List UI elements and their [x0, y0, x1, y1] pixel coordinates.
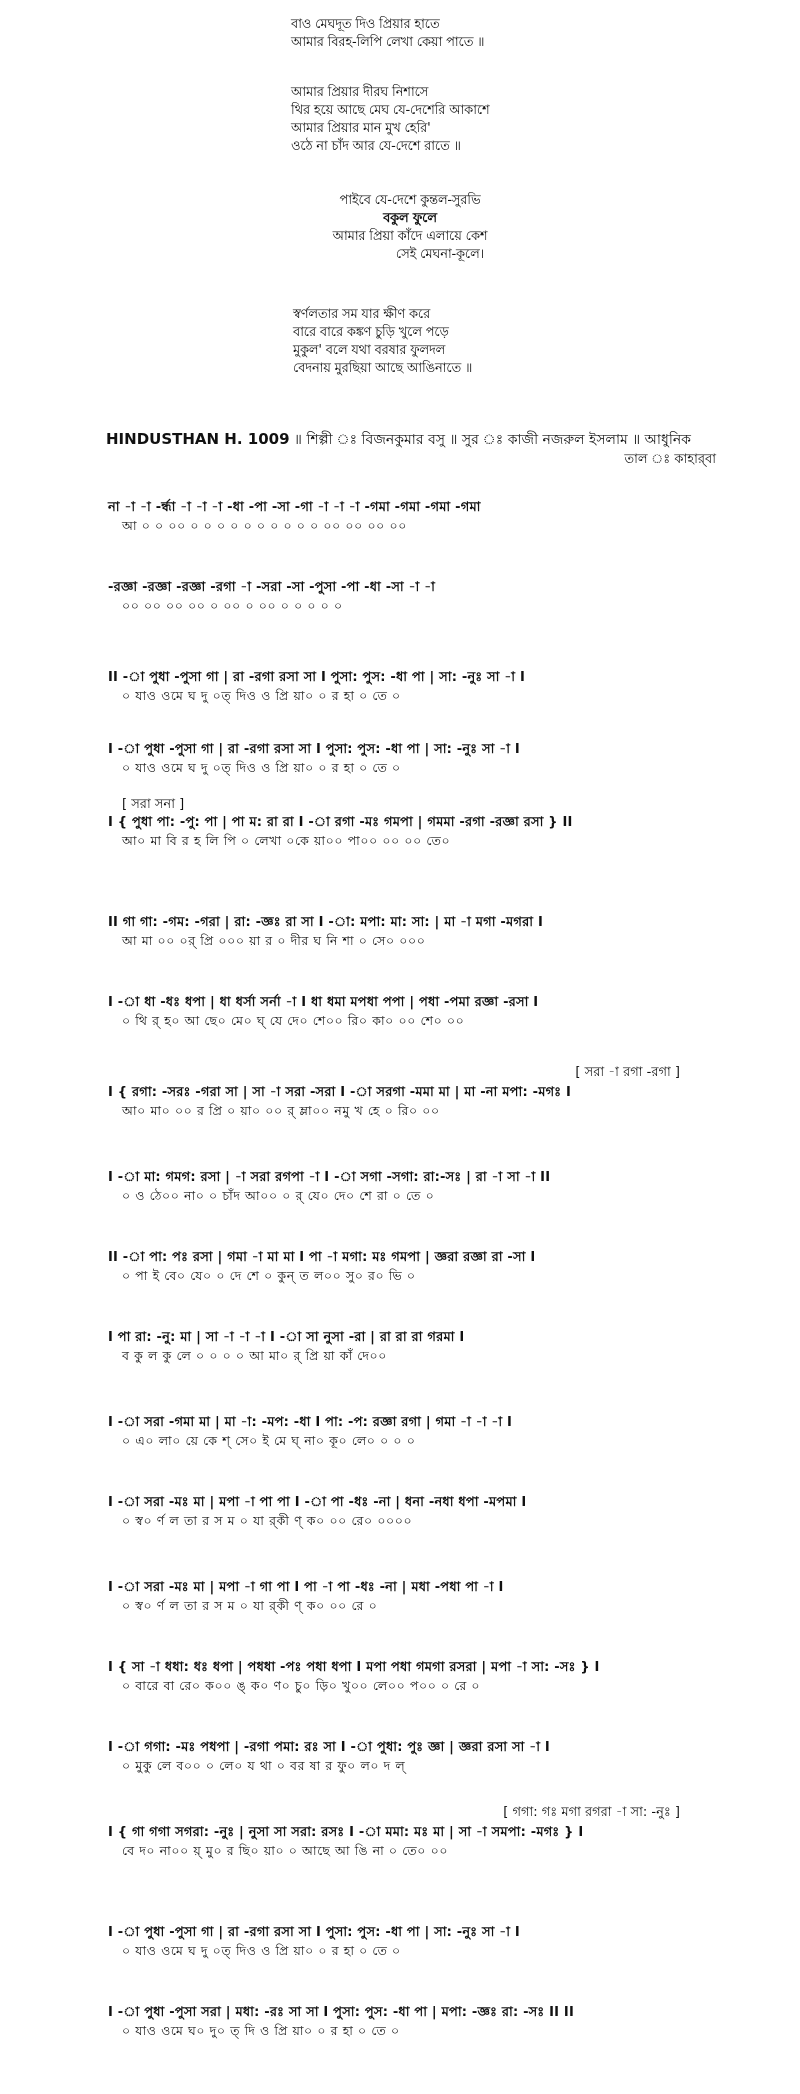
swara-row: -রজ্ঞা -রজ্ঞা -রজ্ঞা -রগা -া -সরা -সা -পুসা -পা -ধা -সা -া -া	[108, 580, 436, 595]
swara-row: I -া পুধা -পুসা গা | রা -রগা রসা সা I পুসা: পুস: -ধা পা | সা: -নুঃ সা -া I	[108, 742, 520, 757]
lyric-line: বেদনায় মুরছিয়া আছে আঙিনাতে ॥	[293, 361, 473, 376]
stanza-3	[290, 192, 530, 264]
lyric-syllable-row: আ০ মা০ ০০ র প্রি ০ য়া০ ০০ র্‌ ম্লা০০ নমু খ হে ০ রি০ ০০	[122, 1103, 440, 1118]
header-line	[106, 428, 706, 452]
bracket-annotation: [ গগা: গঃ মগা রগরা -া সা: -নুঃ ]	[503, 1805, 680, 1820]
stanza-1	[291, 16, 484, 52]
swara-row: I { রগা: -সরঃ -গরা সা | সা -া সরা -সরা I -া সরগা -মমা মা | মা -না মপা: -মগঃ I	[108, 1085, 572, 1100]
swara-row: I পা রা: -নু: মা | সা -া -া -া I -া সা নুসা -রা | রা রা রা গরমা I	[108, 1330, 465, 1345]
stanza-4	[293, 306, 472, 378]
bracket-annotation: [ সরা -া রগা -রগা ]	[575, 1065, 680, 1080]
swara-row: I -া গগা: -মঃ পধপা | -রগা পমা: রঃ সা I -া পুধা: পুঃ জ্ঞা | জ্ঞরা রসা সা -া I	[108, 1740, 550, 1755]
lyric-line: পাইবে যে-দেশে কুন্তল-সুরভি	[339, 193, 481, 208]
swara-row: II -া পা: পঃ রসা | গমা -া মা মা I পা -া মগা: মঃ গমপা | জ্ঞরা রজ্ঞা রা -সা I	[108, 1250, 536, 1265]
lyric-line: আমার প্রিয়ার মান মুখ হেরি'	[291, 121, 431, 136]
lyric-syllable-row: ০ পা ই বে০ যে০ ০ দে শে ০ কুন্‌ ত ল০০ সু০ র০ ভি ০	[122, 1268, 416, 1283]
lyric-syllable-row: আ মা ০০ ০র্‌ প্রি ০০০ য়া র ০ দীর ঘ নি শা ০ সে০ ০০০	[122, 933, 426, 948]
lyric-line: স্বর্ণলতার সম যার ক্ষীণ করে	[293, 307, 431, 322]
swara-row: I -া সরা -মঃ মা | মপা -া গা পা I পা -া পা -ধঃ -না | মধা -পধা পা -া I	[108, 1580, 504, 1595]
lyric-syllable-row: ব কু ল কু লে ০ ০ ০ ০ আ মা০ র্‌ প্রি য়া কাঁ দে০০	[122, 1348, 387, 1363]
lyric-line: ওঠে না চাঁদ আর যে-দেশে রাতে ॥	[291, 139, 461, 154]
lyric-syllable-row: ০ যাও ওমে ঘ দু ০ত্‌ দিও ও প্রি য়া০ ০ র হা ০ তে ০	[122, 1943, 401, 1958]
swara-row: I { গা গগা সগরা: -নুঃ | নুসা সা সরা: রসঃ I -া মমা: মঃ মা | সা -া সমপা: -মগঃ } I	[108, 1825, 584, 1840]
lyric-syllable-row: আ ০ ০ ০০ ০ ০ ০ ০ ০ ০ ০ ০ ০ ০ ০০ ০০ ০০ ০০	[122, 518, 407, 533]
lyric-syllable-row: ০ এ০ লা০ য়ে কে শ্‌ সে০ ই মে ঘ্‌ না০ কূ০ লে০ ০ ০ ০	[122, 1433, 416, 1448]
lyric-line: বাও মেঘদূত দিও প্রিয়ার হাতে	[291, 17, 440, 32]
lyric-syllable-row: ০ মুকু লে ব০০ ০ লে০ য থা ০ বর ষা র ফু০ ল০ দ ল্‌	[122, 1758, 406, 1773]
swara-row: I { পুধা পা: -পু: পা | পা ম: রা রা I -া রগা -মঃ গমপা | গমমা -রগা -রজ্ঞা রসা } II	[108, 815, 573, 830]
lyric-line: আমার বিরহ-লিপি লেখা কেয়া পাতে ॥	[291, 35, 485, 50]
record-catalog-number: HINDUSTHAN H. 1009	[106, 430, 290, 448]
swara-row: না -া -া -র্ন্ধা -া -া -া -ধা -পা -সা -গা -া -া -া -গমা -গমা -গমা -গমা	[108, 500, 481, 515]
lyric-syllable-row: ০ যাও ওমে ঘ দু ০ত্‌ দিও ও প্রি য়া০ ০ র হা ০ তে ০	[122, 760, 401, 775]
lyric-line: মুকুল' বলে যথা বরষার ফুলদল	[293, 343, 446, 358]
lyric-syllable-row: ০ যাও ওমে ঘ০ দু০ ত্‌ দি ও প্রি য়া০ ০ র হা ০ তে ০	[122, 2023, 400, 2038]
lyric-syllable-row: ০ যাও ওমে ঘ দু ০ত্‌ দিও ও প্রি য়া০ ০ র হা ০ তে ০	[122, 688, 401, 703]
lyric-syllable-row: ০ স্ব০ র্ণ ল তা র স ম ০ যা র্‌কী ণ্‌ ক০ ০০ রে ০	[122, 1598, 378, 1613]
lyric-line: সেই মেঘনা-কূলে।	[395, 247, 485, 262]
lyric-syllable-row: ০ বারে বা রে০ ক০০ ঙ্‌ ক০ ণ০ চু০ ড়ি০ খু০০ লে০০ প০০ ০ রে ০	[122, 1678, 481, 1693]
swara-row: I -া মা: গমগ: রসা | -া সরা রগপা -া I -া সগা -সগা: রা:-সঃ | রা -া সা -া II	[108, 1170, 551, 1185]
swara-row: I -া সরা -মঃ মা | মপা -া পা পা I -া পা -ধঃ -না | ধনা -নধা ধপা -মপমা I	[108, 1495, 527, 1510]
lyric-syllable-row: ০ স্ব০ র্ণ ল তা র স ম ০ যা র্‌কী ণ্‌ ক০ ০০ রে০ ০০০০	[122, 1513, 413, 1528]
stanza-2	[291, 84, 490, 156]
lyric-line: আমার প্রিয়া কাঁদে এলায়ে কেশ	[332, 229, 488, 244]
lyric-syllable-row: ০০ ০০ ০০ ০০ ০ ০০ ০ ০০ ০ ০ ০ ০ ০	[122, 598, 343, 613]
lyric-line: বারে বারে কঙ্কণ চুড়ি খুলে পড়ে	[293, 325, 449, 340]
swara-row: II গা গা: -গম: -গরা | রা: -জ্ঞঃ রা সা I -া: মপা: মা: সা: | মা -া মগা -মগরা I	[108, 915, 544, 930]
lyric-syllable-row: ০ ও ঠে০০ না০ ০ চাঁদ আ০০ ০ র্‌ যে০ দে০ শে রা ০ তে ০	[122, 1188, 435, 1203]
bracket-annotation: [ সরা সনা ]	[122, 797, 185, 812]
swara-row: II -া পুধা -পুসা গা | রা -রগা রসা সা I পুসা: পুস: -ধা পা | সা: -নুঃ সা -া I	[108, 670, 526, 685]
credits-text: ॥ শিল্পী ঃ বিজনকুমার বসু ॥ সুর ঃ কাজী নজরুল ইসলাম ॥ আধুনিক	[289, 432, 691, 448]
swara-row: I { সা -া ধধা: ধঃ ধপা | পধধা -পঃ পধা ধপা I মপা পধা গমগা রসরা | মপা -া সা: -সঃ } I	[108, 1660, 600, 1675]
lyric-syllable-row: আ০ মা বি র হ লি পি ০ লেখা ০কে য়া০০ পা০০ ০০ ০০ তে০	[122, 833, 451, 848]
lyric-syllable-row: ০ থি র্‌ হ০ আ ছে০ মে০ ঘ্‌ যে দে০ শে০০ রি০ কা০ ০০ শে০ ০০	[122, 1013, 465, 1028]
song-header	[106, 428, 716, 467]
swara-row: I -া পুধা -পুসা সরা | মধা: -রঃ সা সা I পুসা: পুস: -ধা পা | মপা: -জ্ঞঃ রা: -সঃ II II	[108, 2005, 574, 2020]
tala-label: তাল ঃ কাহার্‌বা	[624, 452, 716, 467]
lyric-line: বকুল ফুলে	[383, 211, 437, 226]
lyric-line: থির হয়ে আছে মেঘ যে-দেশেরি আকাশে	[291, 103, 490, 118]
swara-row: I -া সরা -গমা মা | মা -া: -মপ: -ধা I পা: -প: রজ্ঞা রগা | গমা -া -া -া I	[108, 1415, 513, 1430]
lyric-line: আমার প্রিয়ার দীরঘ নিশাসে	[291, 85, 429, 100]
swara-row: I -া ধা -ধঃ ধপা | ধা ধর্সা সর্না -া I ধা ধমা মপধা পপা | পধা -পমা রজ্ঞা -রসা I	[108, 995, 539, 1010]
swara-row: I -া পুধা -পুসা গা | রা -রগা রসা সা I পুসা: পুস: -ধা পা | সা: -নুঃ সা -া I	[108, 1925, 520, 1940]
lyric-syllable-row: বে দ০ না০০ য়্‌ মু০ র ছি০ য়া০ ০ আছে আ ঙি না ০ তে০ ০০	[122, 1843, 449, 1858]
